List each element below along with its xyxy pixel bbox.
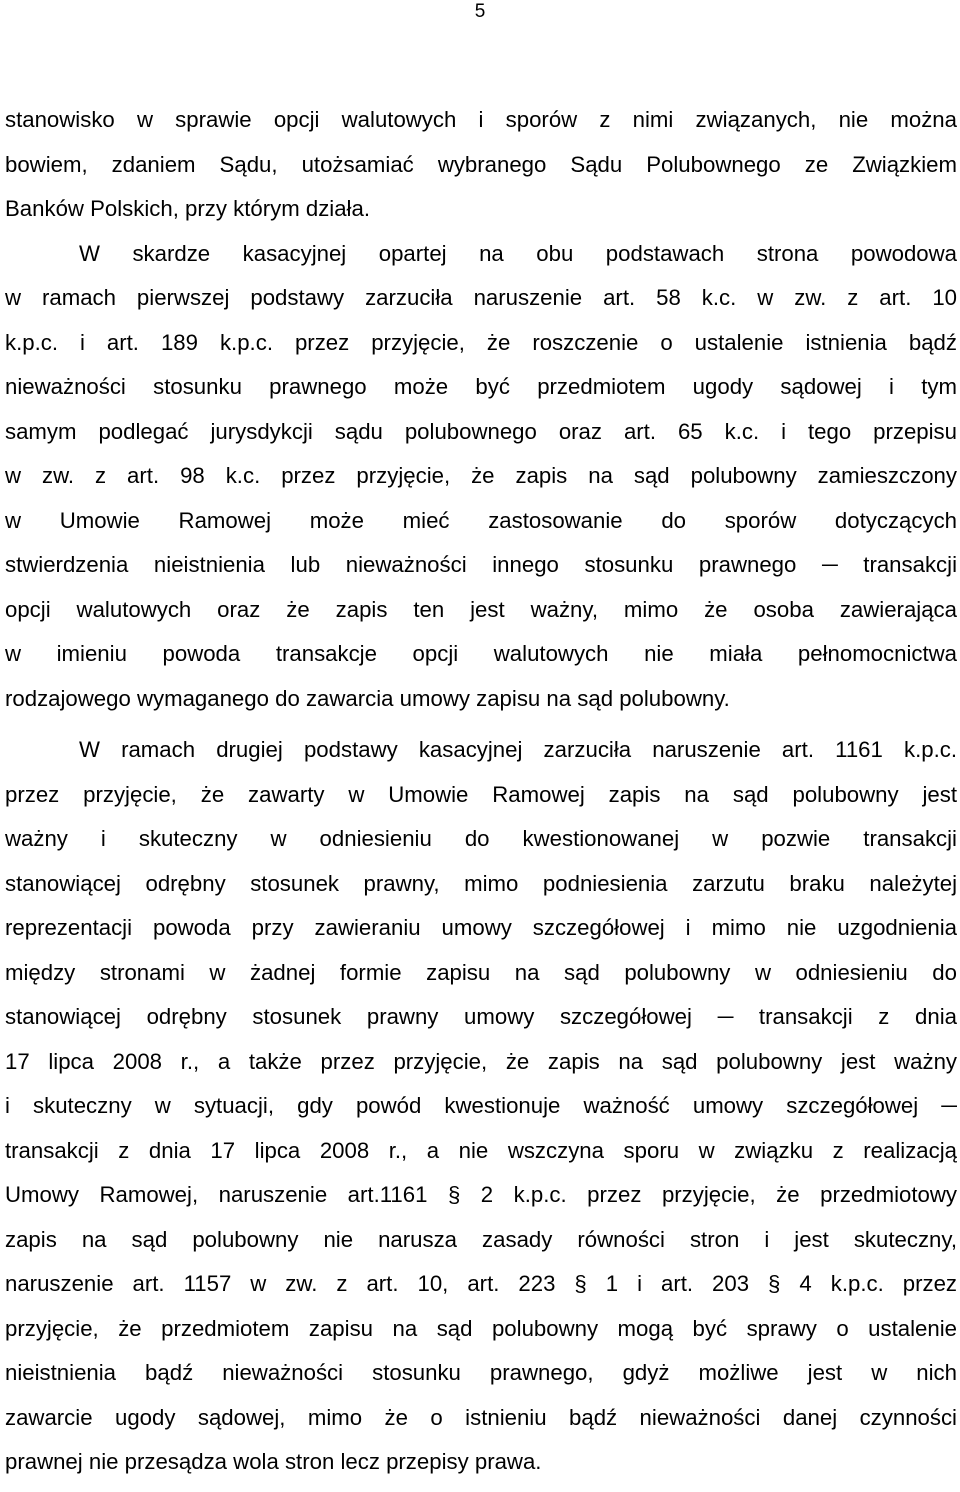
text-line: w imieniu powoda transakcje opcji walutowych nie miała pełnomocnictwa	[5, 641, 957, 666]
text-line: W skardze kasacyjnej opartej na obu podstawach strona powodowa	[79, 240, 957, 266]
page-number: 5	[474, 1, 486, 22]
text-line: stanowisko w sprawie opcji walutowych i sporów z nimi związanych, nie można	[5, 107, 957, 132]
text-line: między stronami w żadnej formie zapisu na sąd polubowny w odniesieniu do	[5, 959, 957, 985]
text-line: k.p.c. i art. 189 k.p.c. przez przyjęcie, że roszczenie o ustalenie istnienia bądź	[5, 329, 957, 355]
text-line: stanowiącej odrębny stosunek prawny umowy szczegółowej ─ transakcji z dnia	[5, 1004, 957, 1029]
text-line: samym podlegać jurysdykcji sądu polubownego oraz art. 65 k.c. i tego przepisu	[5, 418, 957, 444]
text-line: Umowy Ramowej, naruszenie art.1161 § 2 k.p.c. przez przyjęcie, że przedmiotowy	[5, 1182, 957, 1207]
text-line: przez przyjęcie, że zawarty w Umowie Ramowej zapis na sąd polubowny jest	[5, 781, 957, 807]
text-line: transakcji z dnia 17 lipca 2008 r., a nie wszczyna sporu w związku z realizacją	[5, 1137, 957, 1163]
text-line: Banków Polskich, przy którym działa.	[5, 196, 370, 221]
text-line: stwierdzenia nieistnienia lub nieważności innego stosunku prawnego ─ transakcji	[5, 552, 957, 577]
text-line: i skuteczny w sytuacji, gdy powód kwestionuje ważność umowy szczegółowej ─	[5, 1093, 957, 1118]
text-line: 17 lipca 2008 r., a także przez przyjęcie, że zapis na sąd polubowny jest ważny	[5, 1048, 957, 1074]
text-line: w ramach pierwszej podstawy zarzuciła naruszenie art. 58 k.c. w zw. z art. 10	[5, 285, 957, 310]
text-line: przyjęcie, że przedmiotem zapisu na sąd polubowny mogą być sprawy o ustalenie	[5, 1315, 957, 1341]
text-line: zapis na sąd polubowny nie narusza zasady równości stron i jest skuteczny,	[5, 1226, 957, 1252]
text-line: bowiem, zdaniem Sądu, utożsamiać wybranego Sądu Polubownego ze Związkiem	[5, 151, 957, 177]
text-line: w zw. z art. 98 k.c. przez przyjęcie, że zapis na sąd polubowny zamieszczony	[5, 463, 957, 488]
text-line: W ramach drugiej podstawy kasacyjnej zarzuciła naruszenie art. 1161 k.p.c.	[79, 737, 957, 762]
text-line: nieważności stosunku prawnego może być przedmiotem ugody sądowej i tym	[5, 374, 957, 399]
text-line: rodzajowego wymaganego do zawarcia umowy zapisu na sąd polubowny.	[5, 685, 730, 711]
text-line: naruszenie art. 1157 w zw. z art. 10, art. 223 § 1 i art. 203 § 4 k.p.c. przez	[5, 1271, 957, 1296]
text-line: reprezentacji powoda przy zawieraniu umowy szczegółowej i mimo nie uzgodnienia	[5, 915, 957, 940]
text-line: stanowiącej odrębny stosunek prawny, mimo podniesienia zarzutu braku należytej	[5, 870, 957, 896]
body-text	[5, 98, 957, 1485]
text-line: w Umowie Ramowej może mieć zastosowanie do sporów dotyczących	[5, 507, 957, 533]
text-line: nieistnienia bądź nieważności stosunku prawnego, gdyż możliwe jest w nich	[5, 1360, 957, 1385]
text-line: zawarcie ugody sądowej, mimo że o istnieniu bądź nieważności danej czynności	[5, 1404, 957, 1430]
text-line: opcji walutowych oraz że zapis ten jest ważny, mimo że osoba zawierająca	[5, 596, 957, 622]
text-line: prawnej nie przesądza wola stron lecz przepisy prawa.	[5, 1449, 542, 1474]
text-line: ważny i skuteczny w odniesieniu do kwestionowanej w pozwie transakcji	[5, 826, 957, 851]
